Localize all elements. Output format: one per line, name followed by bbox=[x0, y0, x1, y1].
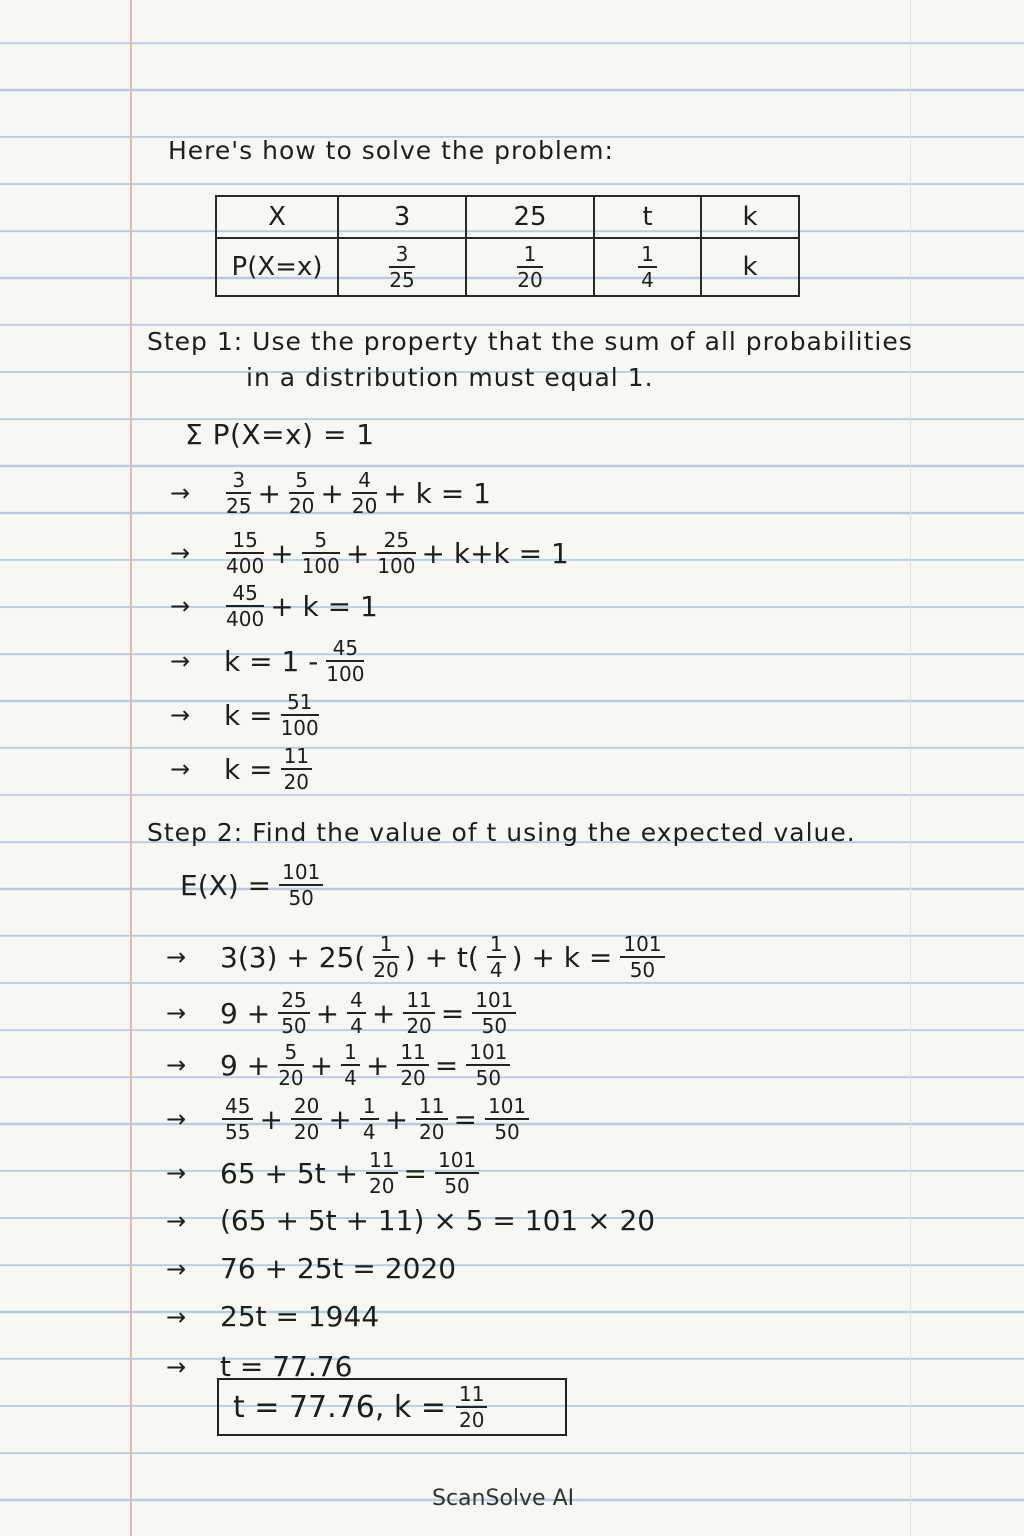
fraction: $\frac{101}{50}$ bbox=[435, 1150, 479, 1196]
table-header-25: 25 bbox=[466, 196, 594, 238]
fraction: $\frac{1}{4}$ bbox=[341, 1042, 360, 1088]
work-line bbox=[166, 1096, 535, 1142]
expression-text: + bbox=[320, 476, 344, 510]
expression-text: 9 + bbox=[220, 1048, 271, 1082]
arrow-icon: → bbox=[166, 1206, 187, 1235]
fraction: $\frac{1}{4}$ bbox=[360, 1096, 379, 1142]
fraction: $\frac{1}{20}$ bbox=[373, 932, 399, 982]
expression-text: + bbox=[328, 1102, 352, 1136]
arrow-icon: → bbox=[166, 1159, 187, 1187]
distribution-table bbox=[215, 195, 800, 297]
table-header-t: t bbox=[594, 196, 701, 238]
fraction: $\frac{5}{20}$ bbox=[288, 468, 315, 518]
fraction: $\frac{25}{50}$ bbox=[278, 990, 309, 1036]
fraction: $\frac{11}{20}$ bbox=[366, 1150, 397, 1196]
expression-text: = bbox=[453, 1102, 477, 1136]
expected-value-label: E(X) = bbox=[180, 868, 272, 902]
fraction: $\frac{15}{400}$ bbox=[226, 528, 265, 578]
sum-equation: Σ P(X=x) = 1 bbox=[185, 418, 375, 451]
fraction: $\frac{11}{20}$ bbox=[397, 1042, 428, 1088]
expression-text: + bbox=[371, 996, 396, 1030]
fraction: $\frac{4}{20}$ bbox=[351, 468, 378, 518]
fraction: $\frac{5}{20}$ bbox=[278, 1040, 304, 1090]
fraction: $\frac{101}{50}$ bbox=[472, 990, 516, 1036]
expression-text: + bbox=[257, 476, 281, 510]
expression-text: k = bbox=[224, 698, 273, 732]
expression-text: + bbox=[384, 1102, 409, 1136]
arrow-icon: → bbox=[170, 701, 191, 729]
expression-text: k = bbox=[224, 752, 273, 786]
arrow-icon: → bbox=[166, 1302, 187, 1331]
work-line bbox=[170, 583, 384, 629]
arrow-icon: → bbox=[170, 592, 191, 620]
arrow-icon: → bbox=[170, 539, 191, 567]
expression-text: + bbox=[365, 1048, 390, 1082]
arrow-icon: → bbox=[170, 755, 191, 783]
expression-text: = bbox=[403, 1156, 427, 1190]
expression-text: t = 77.76 bbox=[220, 1350, 353, 1383]
step2-heading: Step 2: Find the value of t using the expected value. bbox=[147, 818, 856, 847]
expression-text: + k = 1 bbox=[270, 589, 378, 623]
arrow-icon: → bbox=[166, 1254, 187, 1283]
work-line bbox=[166, 1150, 485, 1196]
arrow-icon: → bbox=[166, 1105, 187, 1133]
work-line bbox=[170, 470, 497, 516]
step1-heading: Step 1: Use the property that the sum of all probabilities bbox=[147, 327, 913, 356]
expression-text: 9 + bbox=[220, 996, 271, 1030]
work-line bbox=[166, 1252, 462, 1285]
expression-text: ) + t( bbox=[404, 940, 479, 974]
expression-text: + k = 1 bbox=[383, 476, 491, 510]
table-cell: $\frac{3}{25}$ bbox=[338, 238, 466, 296]
fraction: $\frac{25}{100}$ bbox=[377, 528, 416, 578]
expression-text: = bbox=[434, 1048, 459, 1082]
arrow-icon: → bbox=[166, 1352, 187, 1381]
final-answer-fraction: $\frac{11}{20}$ bbox=[456, 1384, 487, 1430]
work-line bbox=[170, 692, 325, 738]
expression-text: + bbox=[315, 996, 340, 1030]
fraction: $\frac{45}{100}$ bbox=[326, 636, 365, 686]
arrow-icon: → bbox=[166, 943, 187, 971]
fraction: $\frac{4}{4}$ bbox=[347, 990, 366, 1036]
work-line bbox=[170, 530, 575, 576]
right-margin-line bbox=[910, 0, 911, 1536]
fraction: $\frac{20}{20}$ bbox=[291, 1096, 322, 1142]
expected-value-fraction: $\frac{101}{50}$ bbox=[279, 862, 323, 908]
margin-line bbox=[130, 0, 132, 1536]
page-title: Here's how to solve the problem: bbox=[168, 136, 614, 165]
arrow-icon: → bbox=[166, 999, 187, 1027]
table-cell: k bbox=[701, 238, 799, 296]
fraction: $\frac{101}{50}$ bbox=[466, 1042, 510, 1088]
expression-text: 25t = 1944 bbox=[220, 1300, 380, 1333]
footer-brand: ScanSolve AI bbox=[432, 1486, 575, 1511]
expression-text: + bbox=[309, 1048, 334, 1082]
table-cell: $\frac{1}{4}$ bbox=[594, 238, 701, 296]
expression-text: 76 + 25t = 2020 bbox=[220, 1252, 457, 1285]
expression-text: (65 + 5t + 11) × 5 = 101 × 20 bbox=[220, 1204, 656, 1237]
final-answer-box bbox=[217, 1378, 567, 1436]
expression-text: = bbox=[440, 996, 465, 1030]
work-line bbox=[166, 934, 671, 980]
fraction: $\frac{5}{100}$ bbox=[301, 528, 340, 578]
fraction: $\frac{51}{100}$ bbox=[280, 690, 319, 740]
expected-value-line bbox=[180, 862, 329, 908]
table-row-label: P(X=x) bbox=[216, 238, 338, 296]
fraction: $\frac{101}{50}$ bbox=[485, 1096, 529, 1142]
arrow-icon: → bbox=[170, 647, 191, 675]
fraction: $\frac{45}{400}$ bbox=[226, 581, 265, 631]
expression-text: + bbox=[345, 536, 370, 570]
expression-text: 65 + 5t + bbox=[220, 1156, 359, 1190]
table-header-k: k bbox=[701, 196, 799, 238]
expression-text: + k+k = 1 bbox=[421, 536, 569, 570]
work-line bbox=[170, 746, 318, 792]
table-header-x: X bbox=[216, 196, 338, 238]
table-cell: $\frac{1}{20}$ bbox=[466, 238, 594, 296]
table-header-3: 3 bbox=[338, 196, 466, 238]
expression-text: ) + k = bbox=[511, 940, 613, 974]
fraction: $\frac{11}{20}$ bbox=[281, 746, 312, 792]
work-line bbox=[166, 1300, 385, 1333]
expression-text: 3(3) + 25( bbox=[220, 940, 366, 974]
expression-text: k = 1 - bbox=[224, 644, 319, 678]
final-answer-text: t = 77.76, k = bbox=[233, 1389, 446, 1425]
work-line bbox=[166, 990, 522, 1036]
fraction: $\frac{11}{20}$ bbox=[403, 990, 434, 1036]
fraction: $\frac{1}{4}$ bbox=[487, 934, 506, 980]
arrow-icon: → bbox=[170, 479, 191, 507]
work-line bbox=[166, 1042, 516, 1088]
expression-text: + bbox=[270, 536, 294, 570]
expression-text: + bbox=[259, 1102, 283, 1136]
work-line bbox=[166, 1204, 661, 1237]
work-line bbox=[170, 638, 370, 684]
arrow-icon: → bbox=[166, 1051, 187, 1079]
step1-heading-cont: in a distribution must equal 1. bbox=[246, 363, 654, 392]
fraction: $\frac{11}{20}$ bbox=[416, 1096, 447, 1142]
fraction: $\frac{3}{25}$ bbox=[226, 468, 252, 518]
fraction: $\frac{45}{55}$ bbox=[222, 1096, 253, 1142]
fraction: $\frac{101}{50}$ bbox=[620, 934, 664, 980]
